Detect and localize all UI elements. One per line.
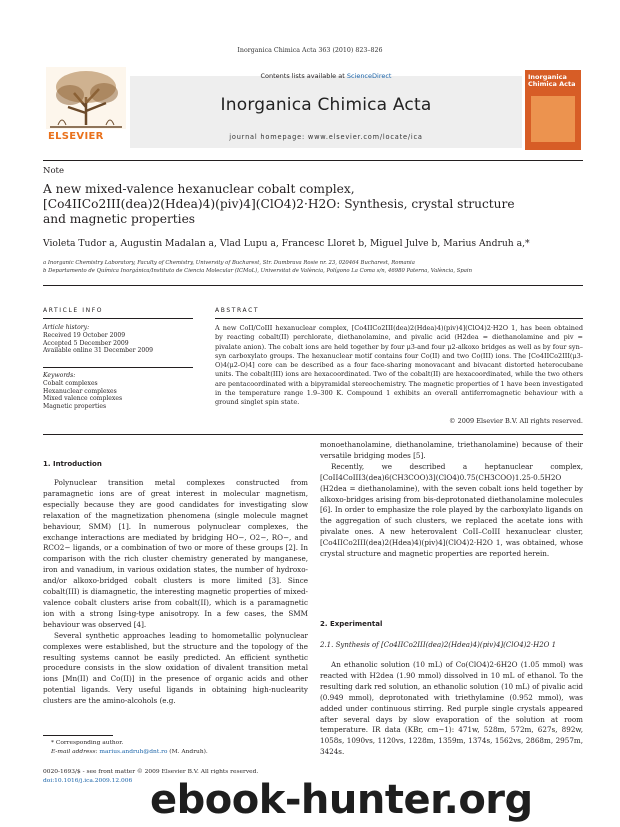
introduction-heading: 1. Introduction <box>43 460 102 468</box>
article-type: Note <box>43 166 65 176</box>
abstract-label: ABSTRACT <box>215 307 260 314</box>
right-paragraph-1: monoethanolamine, diethanolamine, triethanolamine) because of their versatile bridging modes [5]. <box>320 440 583 460</box>
right-paragraph-2: Recently, we described a heptanuclear complex, [CoII4CoIII3(dea)6(CH3COO)3](ClO4)0.75(CH3COO)1.25·0.5H2O (H2dea = diethanolamine), with the seven cobalt ions held together by alkoxo-bridges arising from bis-deprotonated diethanolamine molecules [6]. In order to emphasize the role played by the carboxylato ligands on the aggregation of such clusters, we replaced the acetate ions with pivalate ones. A new heterovalent CoII–CoIII hexanuclear cluster, [Co4IICo2III(dea)2(Hdea)4)(piv)4](ClO4)2·H2O 1, was obtained, whose crystal structure and magnetic properties are reported herein. <box>320 461 583 559</box>
intro-paragraph-2: Several synthetic approaches leading to homometallic polynuclear complexes were established, but the structure and the topology of the resulting systems cannot be easily predicted. An efficient synthetic procedure consists in the slow oxidation of divalent transition metal ions [Mn(II) and Co(II)] in the presence of organic acids and other potential ligands. Very useful ligands in obtaining high-nuclearity clusters are the amino-alcohols (e.g. <box>43 630 308 706</box>
keywords-rule <box>43 367 193 368</box>
experimental-heading: 2. Experimental <box>320 620 383 628</box>
affiliation-a: a Inorganic Chemistry Laboratory, Faculty of Chemistry, University of Bucharest, Str. Dumbrava Rosie nr. 23, 020464 Bucharest, Romania <box>43 260 415 266</box>
title-line-3: and magnetic properties <box>43 212 196 226</box>
article-history <box>43 324 193 355</box>
watermark-text: ebook-hunter.org <box>150 777 533 823</box>
sciencedirect-link[interactable]: ScienceDirect <box>346 72 392 80</box>
keyword-item: Magnetic properties <box>43 403 107 411</box>
left-column <box>43 478 308 707</box>
keyword-item: Mixed valence complexes <box>43 395 123 403</box>
cover-artwork <box>531 96 575 142</box>
email-note <box>43 749 331 756</box>
footnote-rule <box>43 735 113 736</box>
email-label: E-mail address: <box>51 749 100 755</box>
synthesis-section <box>320 660 583 758</box>
abstract-rule <box>215 318 583 319</box>
intro-paragraph-1: Polynuclear transition metal complexes constructed from paramagnetic ions are of great interest in molecular magnetism, especially because they are good candidates for investigating slow relaxation of the magnetization phenomena (single molecule magnet behaviour, SMM) [1]. In numerous polynuclear complexes, the exchange interactions are mediated by bridging HO−, O2−, RO−, and RCO2− ligands, or a combination of two or more of these groups [2]. In comparison with the rich cluster chemistry generated by manganese, iron and vanadium, in various oxidation states, the number of hydroxo- and/or alkoxo-bridged cobalt clusters is more limited [3]. Since cobalt(III) is diamagnetic, the interesting magnetic properties of mixed-valence cobalt clusters arise from cobalt(II), which is a paramagnetic ion with a strong Ising-type anisotropy. In a few cases, the SMM behaviour was observed [4]. <box>43 478 308 629</box>
history-heading: Article history: <box>43 324 90 331</box>
corresponding-author-note: * Corresponding author. <box>51 740 124 746</box>
email-link[interactable]: marius.andruh@dnt.ro <box>99 749 168 755</box>
contents-prefix: Contents lists available at <box>260 72 347 80</box>
email-suffix: (M. Andruh). <box>167 749 208 755</box>
homepage-link[interactable]: www.elsevier.com/locate/ica <box>307 133 423 141</box>
keyword-item: Hexanuclear complexes <box>43 387 117 395</box>
copyright-notice: © 2009 Elsevier B.V. All rights reserved. <box>449 417 583 425</box>
contents-line <box>130 72 522 80</box>
journal-homepage <box>130 133 522 141</box>
body-rule <box>43 434 583 435</box>
right-column <box>320 440 583 560</box>
synthesis-paragraph: An ethanolic solution (10 mL) of Co(ClO4)2·6H2O (1.05 mmol) was reacted with H2dea (1.90 mmol) dissolved in 10 mL of ethanol. To the resulting dark red solution, an ethanolic solution (10 mL) of pivalic acid (0.949 mmol), deprotonated with triethylamine (0.952 mmol), was added under continuous stirring. Red purple single crystals appeared after several days by slow evaporation of the solution at room temperature. IR data (KBr, cm−1): 471w, 528m, 572m, 627s, 892w, 1058s, 1090vs, 1120vs, 1228m, 1359m, 1374s, 1562vs, 2868m, 2957m, 3424s. <box>320 660 583 757</box>
abstract-text: A new CoII/CoIII hexanuclear complex, [Co4IICo2III(dea)2(Hdea)4)(piv)4](ClO4)2·H2O 1, has been obtained by reacting cobalt(II) perchlorate, diethanolamine, and pivalic acid (H2dea = diethanolamine and piv = pivalate anion). The cobalt ions are held together by four μ3-and four μ2-alkoxo bridges as well as by four syn–syn carboxylato groups. The hexanuclear motif contains four Co(II) and two Co(III) ions. The [Co4IICo2III(μ3-O)4(μ2-O)4] core can be described as a four face-sharing monovacant and bivacant distorted heterocubane units. The cobalt(III) ions are hexacoordinated. Two of the cobalt(II) are hexacoordinated, while the two others are pentacoordinated with a bipyramidal stereochemistry. The magnetic properties of 1 have been investigated in the temperature range 1.9–300 K. Compound 1 exhibits an overall antiferromagnetic behaviour with a ground singlet spin state. <box>215 324 583 407</box>
journal-citation: Inorganica Chimica Acta 363 (2010) 823–826 <box>237 47 383 54</box>
keywords <box>43 372 193 411</box>
journal-cover-image <box>525 70 581 150</box>
article-info-label: ARTICLE INFO <box>43 307 104 314</box>
masthead-rule <box>43 160 583 161</box>
publisher-logo: ELSEVIER <box>48 131 104 142</box>
synthesis-heading: 2.1. Synthesis of [Co4IICo2III(dea)2(Hdea)4)(piv)4](ClO4)2·H2O 1 <box>320 641 557 649</box>
journal-title: Inorganica Chimica Acta <box>220 95 432 115</box>
doi-text[interactable]: doi:10.1016/j.ica.2009.12.006 <box>43 778 133 784</box>
title-rule <box>43 285 583 286</box>
accepted-date: Accepted 5 December 2009 <box>43 339 129 347</box>
received-date: Received 19 October 2009 <box>43 331 126 339</box>
article-title <box>43 182 583 227</box>
issn-line: 0020-1693/$ - see front matter © 2009 Elsevier B.V. All rights reserved. <box>43 769 259 775</box>
keyword-item: Cobalt complexes <box>43 379 98 387</box>
online-date: Available online 31 December 2009 <box>43 347 153 355</box>
article-info-rule <box>43 318 193 319</box>
affiliation-b: b Departamento de Química Inorgánica/Instituto de Ciencia Molecular (ICMoL), Universitat de València, Polígono La Coma s/n, 46980 Paterna, València, Spain <box>43 268 472 274</box>
keywords-heading: Keywords: <box>43 372 76 379</box>
title-line-2: [Co4IICo2III(dea)2(Hdea)4)(piv)4](ClO4)2·H2O: Synthesis, crystal structure <box>43 197 515 211</box>
cover-title: Inorganica Chimica Acta <box>528 73 576 88</box>
title-line-1: A new mixed-valence hexanuclear cobalt complex, <box>43 182 355 196</box>
author-list: Violeta Tudor a, Augustin Madalan a, Vlad Lupu a, Francesc Lloret b, Miguel Julve b, Marius Andruh a,* <box>43 238 530 249</box>
homepage-prefix: journal homepage: <box>229 133 308 141</box>
